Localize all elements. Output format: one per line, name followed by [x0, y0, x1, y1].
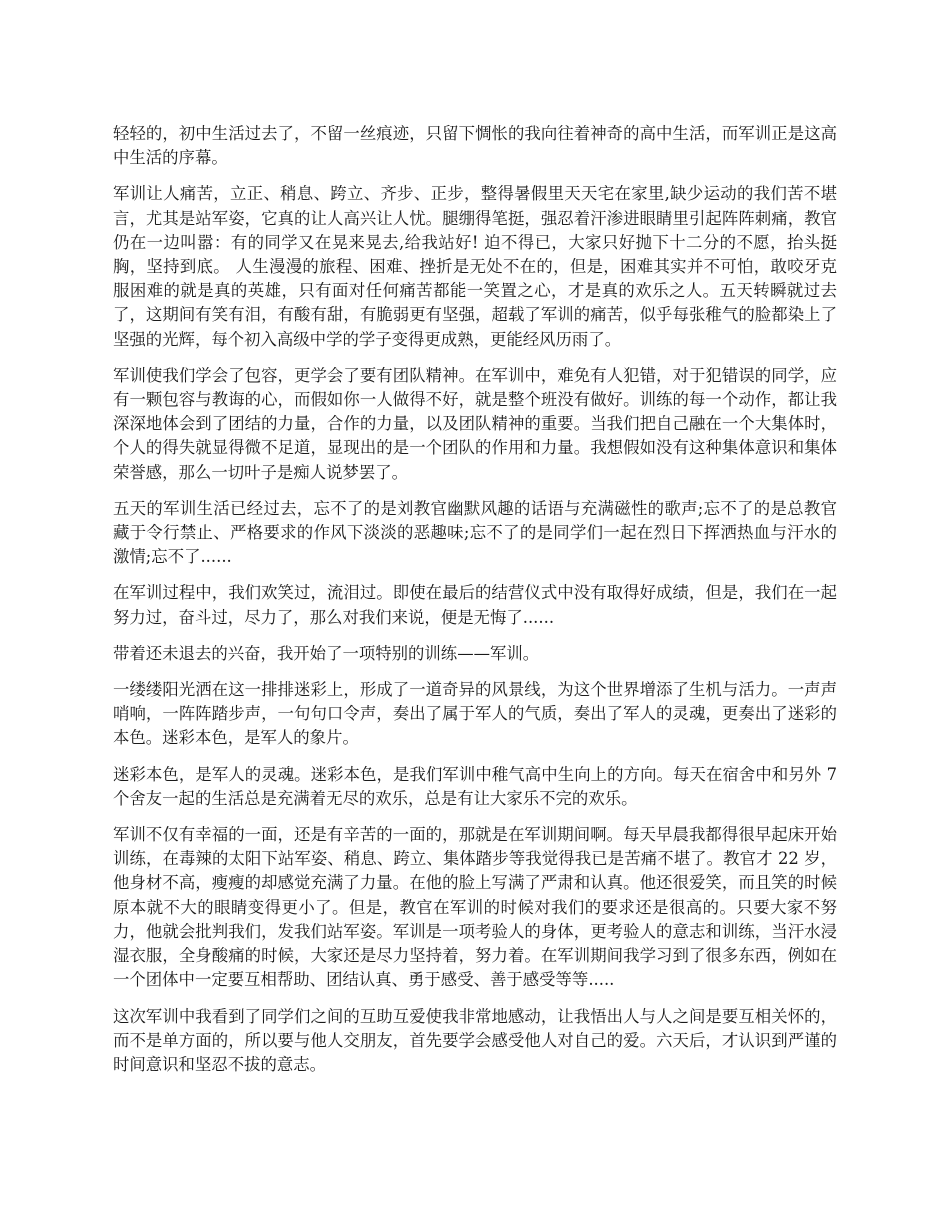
paragraph-4: 五天的军训生活已经过去，忘不了的是刘教官幽默风趣的话语与充满磁性的歌声;忘不了的是总教官藏于令行禁止、严格要求的作风下淡淡的恶趣味;忘不了的是同学们一起在烈日下挥洒热血与汗水的激情;忘不了......	[113, 498, 837, 567]
document-page	[113, 122, 837, 1089]
paragraph-6: 带着还未退去的兴奋，我开始了一项特别的训练——军训。	[113, 643, 540, 663]
paragraph-9: 军训不仅有幸福的一面，还是有辛苦的一面的，那就是在军训期间啊。每天早晨我都得很早起床开始训练，在毒辣的太阳下站军姿、稍息、跨立、集体踏步等我觉得我已是苦痛不堪了。教官才 22 岁，他身材不高，瘦瘦的却感觉充满了力量。在他的脸上写满了严肃和认真。他还很爱笑，而且笑的时候原本就不大的眼睛变得更小了。但是，教官在军训的时候对我们的要求还是很高的。只要大家不努力，他就会批判我们，发我们站军姿。军训是一项考验人的身体，更考验人的意志和训练，当汗水浸湿衣服，全身酸痛的时候，大家还是尽力坚持着，努力着。在军训期间我学习到了很多东西，例如在一个团体中一定要互相帮助、团结认真、勇于感受、善于感受等等.....	[113, 825, 837, 990]
paragraph-1: 轻轻的，初中生活过去了，不留一丝痕迹，只留下惆怅的我向往着神奇的高中生活，而军训正是这高中生活的序幕。	[113, 124, 837, 168]
paragraph-3: 军训使我们学会了包容，更学会了要有团队精神。在军训中，难免有人犯错，对于犯错误的同学，应有一颗包容与教诲的心，而假如你一人做得不好，就是整个班没有做好。训练的每一个动作，都让我深深地体会到了团结的力量，合作的力量，以及团队精神的重要。当我们把自己融在一个大集体时，个人的得失就显得微不足道，显现出的是一个团队的作用和力量。我想假如没有这种集体意识和集体荣誉感，那么一切叶子是痴人说梦罢了。	[113, 365, 837, 482]
paragraph-8: 迷彩本色，是军人的灵魂。迷彩本色，是我们军训中稚气高中生向上的方向。每天在宿舍中和另外 7 个舍友一起的生活总是充满着无尽的欢乐，总是有让大家乐不完的欢乐。	[113, 764, 837, 808]
paragraph-5: 在军训过程中，我们欢笑过，流泪过。即使在最后的结营仪式中没有取得好成绩，但是，我们在一起努力过，奋斗过，尽力了，那么对我们来说，便是无悔了......	[113, 583, 837, 627]
paragraph-7: 一缕缕阳光洒在这一排排迷彩上，形成了一道奇异的风景线，为这个世界增添了生机与活力。一声声哨响，一阵阵踏步声，一句句口令声，奏出了属于军人的气质，奏出了军人的灵魂，更奏出了迷彩的本色。迷彩本色，是军人的象片。	[113, 680, 837, 748]
paragraph-10: 这次军训中我看到了同学们之间的互助互爱使我非常地感动，让我悟出人与人之间是要互相关怀的，而不是单方面的，所以要与他人交朋友，首先要学会感受他人对自己的爱。六天后，才认识到严谨的时间意识和坚忍不拔的意志。	[113, 1006, 837, 1074]
paragraph-2: 军训让人痛苦，立正、稍息、跨立、齐步、正步，整得暑假里天天宅在家里,缺少运动的我们苦不堪言，尤其是站军姿，它真的让人高兴让人忧。腿绷得笔挺，强忍着汗渗进眼睛里引起阵阵刺痛，教官仍在一边叫嚣：有的同学又在晃来晃去,给我站好! 迫不得已，大家只好抛下十二分的不愿，抬头挺胸，坚持到底。 人生漫漫的旅程、困难、挫折是无处不在的，但是，困难其实并不可怕，敢咬牙克服困难的就是真的英雄，只有面对任何痛苦都能一笑置之心，才是真的欢乐之人。五天转瞬就过去了，这期间有笑有泪，有酸有甜，有脆弱更有坚强，超载了军训的痛苦，似乎每张稚气的脸都染上了坚强的光辉，每个初入高级中学的学子变得更成熟，更能经风历雨了。	[113, 184, 837, 349]
